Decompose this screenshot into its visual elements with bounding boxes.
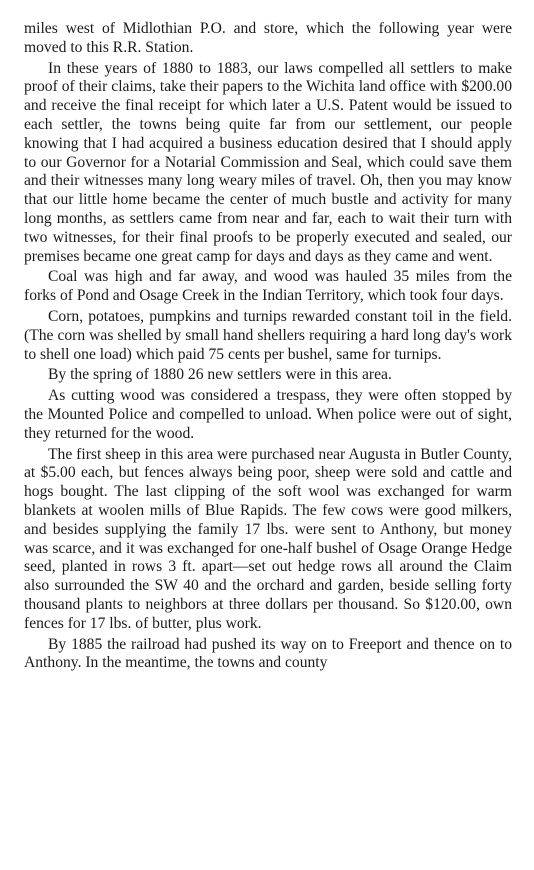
paragraph-2: In these years of 1880 to 1883, our laws compelled all settlers to make proof of their claims, take their papers to the Wichita land office with $200.00 and receive the final receipt for which later a U.S. Patent would be issued to each settler, the towns being quite far from our settlement, our people knowing that I had acquired a business education desired that I should apply to our Governor for a Notarial Commission and Seal, which could save them and their witnesses many long weary miles of travel. Oh, then you may know that our little home became the center of much bustle and activity for many long months, as settlers came from near and far, each to wait their turn with two witnesses, for their final proofs to be properly executed and sealed, our premises became one great camp for days and days as they came and went. bbox=[24, 59, 512, 265]
paragraph-8: By 1885 the railroad had pushed its way on to Freeport and thence on to Anthony. In the meantime, the towns and county bbox=[24, 635, 512, 672]
paragraph-6: As cutting wood was considered a trespass, they were often stopped by the Mounted Police and compelled to unload. When police were out of sight, they returned for the wood. bbox=[24, 387, 512, 442]
paragraph-7: The first sheep in this area were purchased near Augusta in Butler County, at $5.00 each, but fences always being poor, sheep were sold and cattle and hogs bought. The last clipping of the soft wool was exchanged for warm blankets at woolen mills of Blue Rapids. The few cows were good milkers, and besides supplying the family 17 lbs. were sent to Anthony, but money was scarce, and it was exchanged for one-half bushel of Osage Orange Hedge seed, planted in rows 3 ft. apart—set out hedge rows all around the Claim also surrounded the SW 40 and the orchard and garden, beside selling forty thousand plants to neighbors at three dollars per thousand. So $120.00, own fences for 17 lbs. of butter, plus work. bbox=[24, 445, 512, 632]
paragraph-1: miles west of Midlothian P.O. and store, which the following year were moved to this R.R. Station. bbox=[24, 20, 512, 56]
paragraph-5: By the spring of 1880 26 new settlers were in this area. bbox=[48, 366, 392, 384]
paragraph-3: Coal was high and far away, and wood was hauled 35 miles from the forks of Pond and Osage Creek in the Indian Territory, which took four days. bbox=[24, 268, 512, 305]
paragraph-4: Corn, potatoes, pumpkins and turnips rewarded constant toil in the field. (The corn was shelled by small hand shellers requiring a hard long day's work to shell one load) which paid 75 cents per bushel, same for turnips. bbox=[24, 307, 512, 363]
